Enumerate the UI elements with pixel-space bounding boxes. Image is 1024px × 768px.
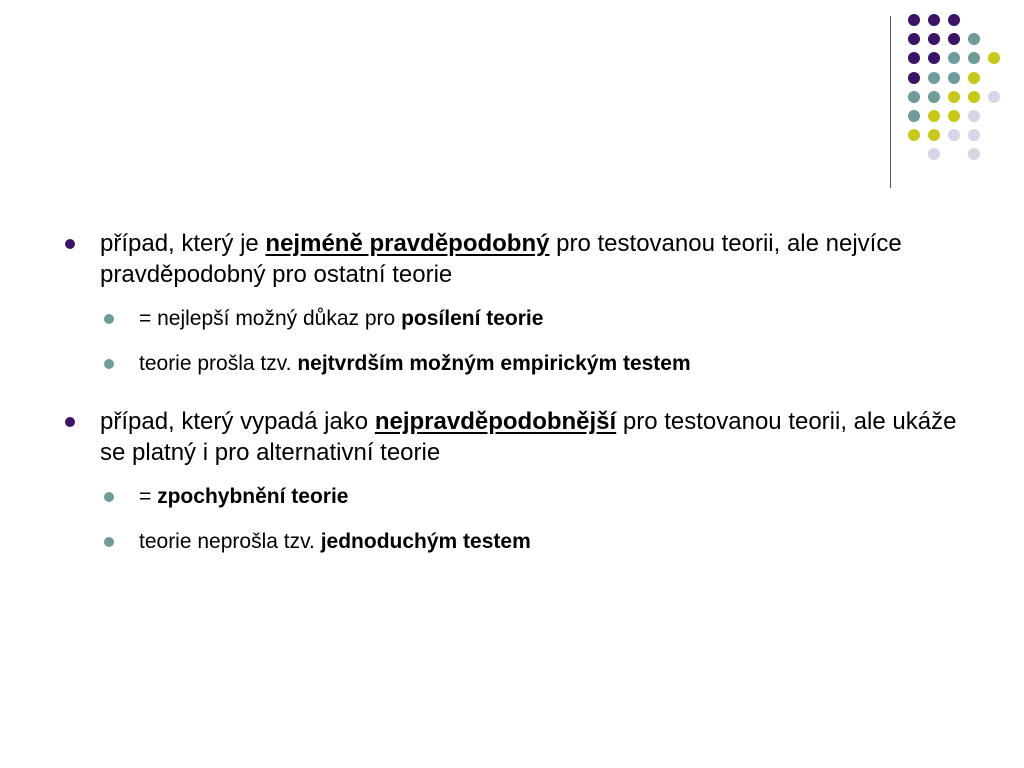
sub-bullet-dot-icon — [104, 492, 114, 502]
grid-dot — [908, 33, 920, 45]
bullet-item-2-emphasis: nejpravděpodobnější — [374, 408, 617, 435]
grid-dot — [928, 148, 940, 160]
sub-item-1-2-emphasis: nejtvrdším možným empirickým testem — [297, 352, 691, 375]
sub-item-2-2-emphasis: jednoduchým testem — [320, 530, 531, 553]
grid-dot — [908, 72, 920, 84]
grid-dot — [988, 52, 1000, 64]
grid-dot — [928, 110, 940, 122]
grid-dot — [968, 72, 980, 84]
grid-dot — [948, 110, 960, 122]
grid-dot — [928, 91, 940, 103]
sub-item-1-1 — [60, 305, 960, 333]
grid-dot — [948, 91, 960, 103]
grid-dot — [968, 110, 980, 122]
grid-dot — [968, 52, 980, 64]
grid-dot — [928, 52, 940, 64]
bullet-item-1-text-before: případ, který je — [100, 230, 266, 257]
grid-dot — [948, 14, 960, 26]
grid-dot — [948, 72, 960, 84]
sub-item-2-1 — [60, 483, 960, 511]
sub-bullet-dot-icon — [104, 537, 114, 547]
grid-dot — [968, 91, 980, 103]
sub-item-2-1-emphasis: zpochybnění teorie — [157, 485, 349, 508]
grid-dot — [968, 129, 980, 141]
sub-bullet-dot-icon — [104, 359, 114, 369]
bullet-item-2-text-after: pro testovanou teorii, ale ukáže se platný i pro alternativní teorie — [100, 408, 957, 466]
bullet-item-2-text-before: případ, který vypadá jako — [100, 408, 375, 435]
grid-dot — [908, 129, 920, 141]
grid-dot — [968, 148, 980, 160]
vertical-divider — [890, 16, 891, 188]
grid-dot — [928, 129, 940, 141]
sub-item-1-1-text: = nejlepší možný důkaz pro — [139, 307, 402, 330]
sub-item-2-2 — [60, 528, 960, 556]
grid-dot — [908, 52, 920, 64]
grid-dot — [928, 33, 940, 45]
grid-dot — [988, 91, 1000, 103]
dot-grid-icon — [908, 14, 1008, 164]
grid-dot — [948, 129, 960, 141]
bullet-dot-icon — [65, 239, 75, 249]
bullet-item-2 — [60, 406, 960, 468]
grid-dot — [908, 14, 920, 26]
bullet-item-1-text-after: pro testovanou teorii, ale nejvíce pravděpodobný pro ostatní teorie — [100, 230, 902, 288]
grid-dot — [928, 14, 940, 26]
grid-dot — [908, 110, 920, 122]
grid-dot — [968, 33, 980, 45]
grid-dot — [928, 72, 940, 84]
sub-item-1-2-text: teorie prošla tzv. — [139, 352, 298, 375]
sub-bullet-dot-icon — [104, 314, 114, 324]
bullet-item-1-emphasis: nejméně pravděpodobný — [265, 230, 550, 257]
slide-content — [60, 228, 960, 556]
sub-item-2-2-text: teorie neprošla tzv. — [139, 530, 321, 553]
sub-item-2-1-text: = — [139, 485, 158, 508]
grid-dot — [948, 33, 960, 45]
grid-dot — [908, 91, 920, 103]
bullet-dot-icon — [65, 417, 75, 427]
sub-item-1-2 — [60, 350, 960, 378]
grid-dot — [948, 52, 960, 64]
sub-item-1-1-emphasis: posílení teorie — [401, 307, 544, 330]
bullet-item-1 — [60, 228, 960, 290]
